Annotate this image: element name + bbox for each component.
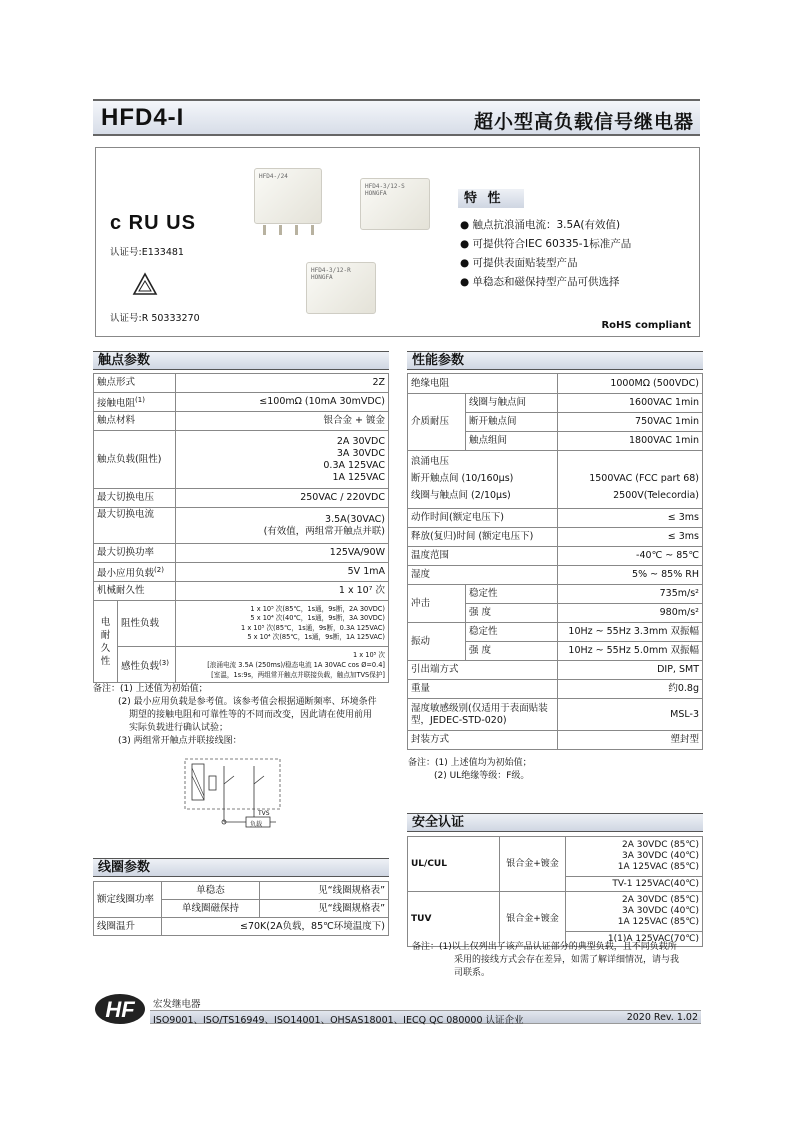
relay-brand: HONGFA — [365, 190, 387, 197]
feature-item: ● 可提供表面贴装型产品 — [460, 257, 578, 269]
table-row: 介质耐压 线圈与触点间 1600VAC 1min — [408, 394, 703, 413]
relay-label: HFD4-/24 — [259, 173, 288, 180]
load-label: 负载 — [250, 821, 263, 828]
feature-item: ● 单稳态和磁保持型产品可供选择 — [460, 276, 620, 288]
table-row: 触点组间 1800VAC 1min — [408, 432, 703, 451]
tuv-cert-number: 认证号:R 50333270 — [110, 313, 200, 324]
features-list — [460, 216, 631, 292]
table-row: 封装方式 塑封型 — [408, 731, 703, 750]
table-row: 触点材料 银合金 + 镀金 — [94, 412, 389, 431]
table-row: 最小应用负载$^{(2)}$ 5V 1mA — [94, 563, 389, 582]
table-row: 重量 约0.8g — [408, 680, 703, 699]
footer-revision: 2020 Rev. 1.02 — [626, 1012, 698, 1023]
svg-text:HF: HF — [105, 997, 135, 1022]
table-row: 触点形式 2Z — [94, 374, 389, 393]
table-row: 绝缘电阻 1000MΩ (500VDC) — [408, 374, 703, 394]
table-row: 触点负载(阻性) 2A 30VDC 3A 30VDC 0.3A 125VAC 1A 125VAC — [94, 431, 389, 489]
features-box — [95, 147, 700, 337]
table-row: 感性负载$^{(3)}$ 1 x 10⁵ 次 [浪涌电流 3.5A (250ms)/稳态电流 1A 30VAC cos Ø=0.4] [室温，1s:9s，两组常开触点并联接负载，触点加TVS保护] — [94, 647, 389, 683]
table-row: 湿度敏感级别(仅适用于表面贴装型，JEDEC-STD-020) MSL-3 — [408, 699, 703, 731]
table-row: 机械耐久性 1 x 10⁷ 次 — [94, 582, 389, 601]
tvs-label: TVS — [258, 810, 270, 817]
table-row: 最大切换电压 250VAC / 220VDC — [94, 489, 389, 508]
table-row: 浪涌电压 断开触点间 (10/160μs) 线圈与触点间 (2/10μs) 1500VAC (FCC part 68) 2500V(Telecordia) — [408, 451, 703, 509]
contact-notes: 备注：(1) 上述值为初始值； (2) 最小应用负载是参考值。该参考值会根据通断频率、环境条件 期望的接触电阻和可靠性等的不同而改变，因此请在使用前用 实际负载进行确认试验； (3) 两组常开触点并联接线图： — [93, 684, 377, 746]
table-row: 单线圈磁保持 见“线圈规格表” — [94, 900, 389, 918]
relay-image-smt-2 — [306, 262, 376, 314]
footer-company: 宏发继电器 — [153, 999, 201, 1010]
table-row: 冲击 稳定性 735m/s² — [408, 585, 703, 604]
safety-table — [407, 836, 703, 947]
table-row: 1(1)A 125VAC(70℃) — [408, 932, 703, 947]
table-row: 接触电阻$^{(1)}$ ≤100mΩ (10mA 30mVDC) — [94, 393, 389, 412]
hongfa-logo-icon — [93, 992, 149, 1026]
performance-notes: 备注：(1) 上述值均为初始值； (2) UL绝缘等级：F级。 — [408, 758, 532, 781]
relay-image-smt — [360, 178, 430, 230]
table-row: 断开触点间 750VAC 1min — [408, 413, 703, 432]
ul-logo-text: c RU US — [110, 212, 196, 234]
table-row: 引出端方式 DIP, SMT — [408, 661, 703, 680]
footer-certs: ISO9001、ISO/TS16949、ISO14001、OHSAS18001、IECQ QC 080000 认证企业 — [153, 1015, 524, 1026]
coil-table — [93, 881, 389, 936]
table-row: 温度范围 -40℃ ~ 85℃ — [408, 547, 703, 566]
table-row: 动作时间(额定电压下) ≤ 3ms — [408, 509, 703, 528]
ul-cert-logo — [110, 212, 196, 235]
table-row: 额定线圈功率 单稳态 见“线圈规格表” — [94, 882, 389, 900]
title-bar — [93, 99, 700, 136]
table-row: 强 度 10Hz ~ 55Hz 5.0mm 双振幅 — [408, 642, 703, 661]
table-row: UL/CUL 银合金+镀金 2A 30VDC (85℃) 3A 30VDC (40℃) 1A 125VAC (85℃) — [408, 837, 703, 877]
safety-section-title: 安全认证 — [407, 813, 703, 832]
performance-table — [407, 373, 703, 750]
table-row: 强 度 980m/s² — [408, 604, 703, 623]
footer-bar — [150, 1010, 701, 1024]
feature-item: ● 可提供符合IEC 60335-1标准产品 — [460, 238, 632, 250]
coil-section-title: 线圈参数 — [93, 858, 389, 877]
contact-table — [93, 373, 389, 683]
table-row: TUV 银合金+镀金 2A 30VDC (85℃) 3A 30VDC (40℃) 1A 125VAC (85℃) — [408, 892, 703, 932]
relay-label: HFD4-3/12-R — [311, 267, 351, 274]
tuv-triangle-icon — [132, 272, 158, 299]
table-row: 电耐久性 阻性负载 1 x 10⁵ 次(85℃，1s通，9s断，2A 30VDC) 5 x 10⁴ 次(40℃，1s通，9s断，3A 30VDC) 1 x 10⁵ 次(85℃，1s通，9s断，0.3A 125VAC) 5 x 10⁴ 次(85℃，1s通，9s断，1A 125VAC) — [94, 601, 389, 647]
parallel-wiring-diagram — [184, 756, 284, 834]
contact-section-title: 触点参数 — [93, 351, 389, 370]
table-row: 振动 稳定性 10Hz ~ 55Hz 3.3mm 双振幅 — [408, 623, 703, 642]
table-row: 湿度 5% ~ 85% RH — [408, 566, 703, 585]
relay-image-dip — [254, 168, 322, 224]
product-model: HFD4-I — [101, 104, 185, 131]
performance-section-title: 性能参数 — [407, 351, 703, 370]
features-title: 特 性 — [458, 189, 524, 208]
ul-cert-number: 认证号:E133481 — [110, 247, 184, 258]
safety-notes: 备注：(1)以上仅列出了该产品认证部分的典型负载，且不同负载所 采用的接线方式会存在差异，如需了解详细情况，请与我 司联系。 — [412, 942, 680, 978]
rohs-badge: RoHS compliant — [601, 320, 691, 331]
feature-item: ● 触点抗浪涌电流：3.5A(有效值) — [460, 219, 621, 231]
table-row: 最大切换电流 3.5A(30VAC) (有效值，两组常开触点并联) — [94, 508, 389, 544]
elec-endurance-label: 电耐久性 — [94, 601, 118, 683]
table-row: 线圈温升 ≤70K(2A负载，85℃环境温度下) — [94, 918, 389, 936]
table-row: 释放(复归)时间 (额定电压下) ≤ 3ms — [408, 528, 703, 547]
table-row: TV-1 125VAC(40℃) — [408, 877, 703, 892]
product-description: 超小型高负载信号继电器 — [473, 111, 694, 133]
table-row: 最大切换功率 125VA/90W — [94, 544, 389, 563]
relay-brand: HONGFA — [311, 274, 333, 281]
relay-label: HFD4-3/12-S — [365, 183, 405, 190]
